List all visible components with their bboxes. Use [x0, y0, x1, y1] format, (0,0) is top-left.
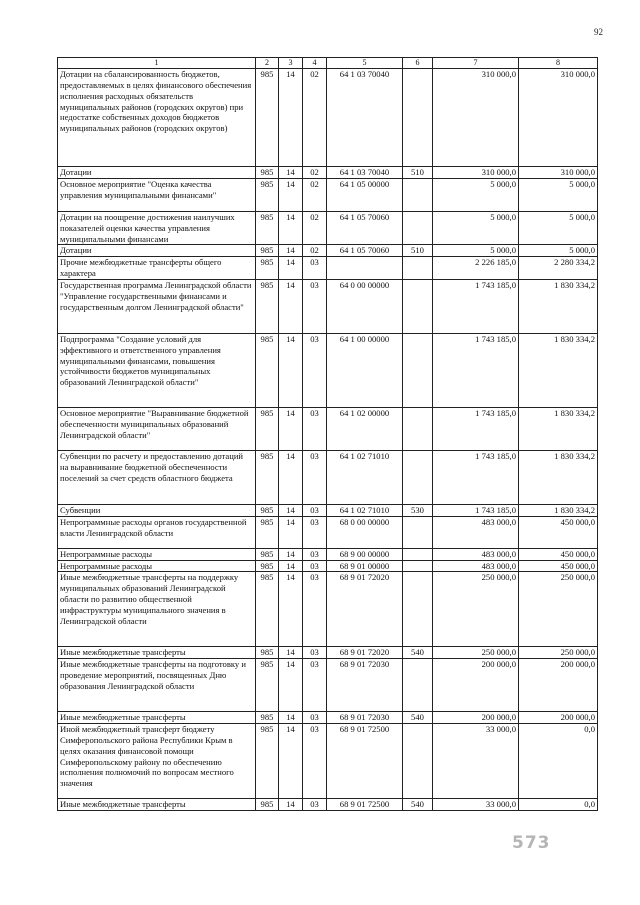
- row-value-cell: 1 743 185,0: [433, 450, 519, 504]
- row-name-cell: Субвенции: [58, 504, 256, 516]
- row-value-cell: 68 9 00 00000: [327, 548, 403, 560]
- row-value-cell: 1 830 334,2: [519, 504, 598, 516]
- table-row: [58, 659, 598, 712]
- row-value-cell: 14: [279, 659, 303, 712]
- column-header: 7: [433, 58, 519, 69]
- row-value-cell: 68 9 01 00000: [327, 560, 403, 572]
- row-value-cell: 02: [303, 245, 327, 257]
- table-row: [58, 724, 598, 799]
- column-header: 1: [58, 58, 256, 69]
- row-value-cell: 03: [303, 333, 327, 407]
- row-value-cell: 1 830 334,2: [519, 279, 598, 333]
- column-header: 4: [303, 58, 327, 69]
- row-name-cell: Подпрограмма "Создание условий для эффективного и ответственного управления муниципальными финансами, повышения устойчивости бюджетов муниципальных образований Ленинградской области": [58, 333, 256, 407]
- row-value-cell: 14: [279, 69, 303, 167]
- row-value-cell: 540: [403, 712, 433, 724]
- row-value-cell: 450 000,0: [519, 516, 598, 548]
- table-row: [58, 69, 598, 167]
- table-row: [58, 548, 598, 560]
- row-value-cell: 200 000,0: [433, 712, 519, 724]
- row-value-cell: 14: [279, 560, 303, 572]
- row-value-cell: 03: [303, 647, 327, 659]
- row-value-cell: 985: [256, 245, 279, 257]
- row-value-cell: 02: [303, 178, 327, 211]
- row-value-cell: 03: [303, 257, 327, 280]
- row-value-cell: 450 000,0: [519, 560, 598, 572]
- row-value-cell: 14: [279, 799, 303, 811]
- row-value-cell: 1 743 185,0: [433, 279, 519, 333]
- row-value-cell: 985: [256, 548, 279, 560]
- row-value-cell: 14: [279, 167, 303, 179]
- row-value-cell: 14: [279, 516, 303, 548]
- row-value-cell: 14: [279, 712, 303, 724]
- row-name-cell: Дотации: [58, 167, 256, 179]
- row-value-cell: 0,0: [519, 724, 598, 799]
- row-value-cell: 5 000,0: [519, 245, 598, 257]
- row-value-cell: 02: [303, 69, 327, 167]
- row-value-cell: 5 000,0: [433, 211, 519, 244]
- row-value-cell: [403, 516, 433, 548]
- row-value-cell: [403, 724, 433, 799]
- row-value-cell: [327, 257, 403, 280]
- table-row: [58, 211, 598, 244]
- row-value-cell: 03: [303, 799, 327, 811]
- row-value-cell: 200 000,0: [519, 712, 598, 724]
- row-value-cell: 03: [303, 572, 327, 647]
- row-value-cell: 1 830 334,2: [519, 333, 598, 407]
- page-stamp: 573: [512, 833, 551, 853]
- row-value-cell: 250 000,0: [519, 572, 598, 647]
- row-value-cell: [403, 69, 433, 167]
- row-value-cell: [403, 450, 433, 504]
- table-row: [58, 799, 598, 811]
- row-value-cell: 310 000,0: [433, 69, 519, 167]
- row-value-cell: 03: [303, 560, 327, 572]
- row-value-cell: 985: [256, 647, 279, 659]
- row-name-cell: Иные межбюджетные трансферты на подготовку и проведение мероприятий, посвященных Дню образования Ленинградской области: [58, 659, 256, 712]
- row-value-cell: 03: [303, 659, 327, 712]
- row-value-cell: 14: [279, 333, 303, 407]
- row-name-cell: Иной межбюджетный трансферт бюджету Симферопольского района Республики Крым в целях оказания финансовой помощи Симферопольскому району по обеспечению исполнения полномочий по вопросам местного значения: [58, 724, 256, 799]
- row-value-cell: 14: [279, 504, 303, 516]
- row-value-cell: 200 000,0: [433, 659, 519, 712]
- table-body: [58, 69, 598, 811]
- row-name-cell: Иные межбюджетные трансферты на поддержку муниципальных образований Ленинградской области по развитию общественной инфраструктуры муниципального значения в Ленинградской области: [58, 572, 256, 647]
- row-name-cell: Дотации на поощрение достижения наилучших показателей оценки качества управления муниципальными финансами: [58, 211, 256, 244]
- row-value-cell: 200 000,0: [519, 659, 598, 712]
- row-value-cell: 64 1 02 00000: [327, 407, 403, 450]
- row-value-cell: 14: [279, 279, 303, 333]
- row-value-cell: 985: [256, 69, 279, 167]
- row-value-cell: 250 000,0: [433, 647, 519, 659]
- row-name-cell: Иные межбюджетные трансферты: [58, 647, 256, 659]
- row-name-cell: Непрограммные расходы органов государственной власти Ленинградской области: [58, 516, 256, 548]
- row-value-cell: 450 000,0: [519, 548, 598, 560]
- row-value-cell: 985: [256, 659, 279, 712]
- row-value-cell: 14: [279, 257, 303, 280]
- row-value-cell: 64 0 00 00000: [327, 279, 403, 333]
- row-value-cell: 985: [256, 450, 279, 504]
- row-value-cell: 5 000,0: [519, 178, 598, 211]
- row-value-cell: [403, 333, 433, 407]
- row-value-cell: 5 000,0: [433, 178, 519, 211]
- row-value-cell: 1 743 185,0: [433, 407, 519, 450]
- column-header: 8: [519, 58, 598, 69]
- row-value-cell: 64 1 05 00000: [327, 178, 403, 211]
- column-header: 6: [403, 58, 433, 69]
- row-value-cell: 985: [256, 572, 279, 647]
- row-value-cell: 510: [403, 245, 433, 257]
- row-value-cell: 985: [256, 407, 279, 450]
- row-value-cell: 33 000,0: [433, 799, 519, 811]
- row-value-cell: 310 000,0: [519, 167, 598, 179]
- row-value-cell: 03: [303, 504, 327, 516]
- table-row: [58, 647, 598, 659]
- row-value-cell: [403, 279, 433, 333]
- table-row: [58, 333, 598, 407]
- row-value-cell: 14: [279, 548, 303, 560]
- table-row: [58, 407, 598, 450]
- table-row: [58, 516, 598, 548]
- row-name-cell: Дотации на сбалансированность бюджетов, предоставляемых в целях финансового обеспечения исполнения расходных обязательств муниципальных районов (городских округов) при недостатке собственных доходов бюджетов муниципальных районов (городских округов): [58, 69, 256, 167]
- row-value-cell: 03: [303, 712, 327, 724]
- row-value-cell: 310 000,0: [519, 69, 598, 167]
- row-value-cell: 14: [279, 572, 303, 647]
- row-name-cell: Субвенции по расчету и предоставлению дотаций на выравнивание бюджетной обеспеченности поселений за счет средств областного бюджета: [58, 450, 256, 504]
- row-value-cell: 985: [256, 211, 279, 244]
- row-value-cell: 64 1 03 70040: [327, 69, 403, 167]
- row-value-cell: 1 743 185,0: [433, 504, 519, 516]
- row-value-cell: [403, 211, 433, 244]
- row-value-cell: 1 830 334,2: [519, 407, 598, 450]
- row-value-cell: 985: [256, 504, 279, 516]
- row-value-cell: 985: [256, 799, 279, 811]
- row-value-cell: 985: [256, 724, 279, 799]
- row-name-cell: Дотации: [58, 245, 256, 257]
- row-name-cell: Государственная программа Ленинградской области "Управление государственными финансами и государственным долгом Ленинградской области": [58, 279, 256, 333]
- row-value-cell: 5 000,0: [433, 245, 519, 257]
- row-value-cell: 985: [256, 560, 279, 572]
- row-value-cell: 03: [303, 407, 327, 450]
- row-value-cell: 0,0: [519, 799, 598, 811]
- row-value-cell: 03: [303, 724, 327, 799]
- row-value-cell: 1 830 334,2: [519, 450, 598, 504]
- table-row: [58, 257, 598, 280]
- row-value-cell: 510: [403, 167, 433, 179]
- column-number-row: [58, 58, 598, 69]
- row-value-cell: 03: [303, 516, 327, 548]
- row-value-cell: 14: [279, 647, 303, 659]
- row-value-cell: 483 000,0: [433, 560, 519, 572]
- row-value-cell: 03: [303, 548, 327, 560]
- row-value-cell: 2 280 334,2: [519, 257, 598, 280]
- row-value-cell: 68 0 00 00000: [327, 516, 403, 548]
- table-row: [58, 167, 598, 179]
- table-row: [58, 279, 598, 333]
- row-value-cell: 68 9 01 72020: [327, 647, 403, 659]
- table-row: [58, 178, 598, 211]
- column-header: 3: [279, 58, 303, 69]
- row-value-cell: 2 226 185,0: [433, 257, 519, 280]
- table-row: [58, 245, 598, 257]
- row-value-cell: 02: [303, 211, 327, 244]
- row-value-cell: 310 000,0: [433, 167, 519, 179]
- row-value-cell: [403, 572, 433, 647]
- row-value-cell: [403, 659, 433, 712]
- row-value-cell: 985: [256, 167, 279, 179]
- row-value-cell: 5 000,0: [519, 211, 598, 244]
- row-value-cell: 64 1 05 70060: [327, 245, 403, 257]
- row-value-cell: 250 000,0: [519, 647, 598, 659]
- row-value-cell: 985: [256, 516, 279, 548]
- row-value-cell: 1 743 185,0: [433, 333, 519, 407]
- row-value-cell: 14: [279, 450, 303, 504]
- row-name-cell: Иные межбюджетные трансферты: [58, 799, 256, 811]
- row-value-cell: 68 9 01 72030: [327, 659, 403, 712]
- row-value-cell: 64 1 02 71010: [327, 504, 403, 516]
- row-value-cell: 540: [403, 799, 433, 811]
- row-value-cell: 14: [279, 178, 303, 211]
- row-value-cell: 03: [303, 450, 327, 504]
- row-value-cell: 64 1 02 71010: [327, 450, 403, 504]
- row-value-cell: 68 9 01 72500: [327, 799, 403, 811]
- row-value-cell: 64 1 00 00000: [327, 333, 403, 407]
- row-value-cell: 14: [279, 724, 303, 799]
- column-header: 5: [327, 58, 403, 69]
- page-number: 92: [594, 27, 603, 37]
- row-value-cell: 530: [403, 504, 433, 516]
- row-value-cell: 985: [256, 333, 279, 407]
- row-value-cell: 14: [279, 407, 303, 450]
- row-value-cell: [403, 548, 433, 560]
- row-value-cell: 985: [256, 257, 279, 280]
- row-value-cell: 250 000,0: [433, 572, 519, 647]
- row-value-cell: [403, 407, 433, 450]
- row-value-cell: 03: [303, 279, 327, 333]
- row-value-cell: 68 9 01 72500: [327, 724, 403, 799]
- row-value-cell: [403, 560, 433, 572]
- row-value-cell: 483 000,0: [433, 516, 519, 548]
- row-value-cell: 14: [279, 245, 303, 257]
- row-value-cell: 33 000,0: [433, 724, 519, 799]
- row-value-cell: 985: [256, 279, 279, 333]
- row-name-cell: Прочие межбюджетные трансферты общего характера: [58, 257, 256, 280]
- row-value-cell: 02: [303, 167, 327, 179]
- row-name-cell: Основное мероприятие "Выравнивание бюджетной обеспеченности муниципальных образований Ленинградской области": [58, 407, 256, 450]
- row-value-cell: [403, 257, 433, 280]
- row-value-cell: [403, 178, 433, 211]
- row-value-cell: 64 1 05 70060: [327, 211, 403, 244]
- column-header: 2: [256, 58, 279, 69]
- table-row: [58, 572, 598, 647]
- row-value-cell: 68 9 01 72020: [327, 572, 403, 647]
- row-name-cell: Иные межбюджетные трансферты: [58, 712, 256, 724]
- row-name-cell: Непрограммные расходы: [58, 548, 256, 560]
- row-value-cell: 985: [256, 178, 279, 211]
- row-name-cell: Непрограммные расходы: [58, 560, 256, 572]
- row-value-cell: 64 1 03 70040: [327, 167, 403, 179]
- budget-table: [57, 57, 598, 811]
- row-value-cell: 68 9 01 72030: [327, 712, 403, 724]
- table-row: [58, 504, 598, 516]
- row-name-cell: Основное мероприятие "Оценка качества управления муниципальными финансами": [58, 178, 256, 211]
- row-value-cell: 540: [403, 647, 433, 659]
- table-row: [58, 712, 598, 724]
- row-value-cell: 483 000,0: [433, 548, 519, 560]
- row-value-cell: 14: [279, 211, 303, 244]
- table-row: [58, 560, 598, 572]
- table-row: [58, 450, 598, 504]
- row-value-cell: 985: [256, 712, 279, 724]
